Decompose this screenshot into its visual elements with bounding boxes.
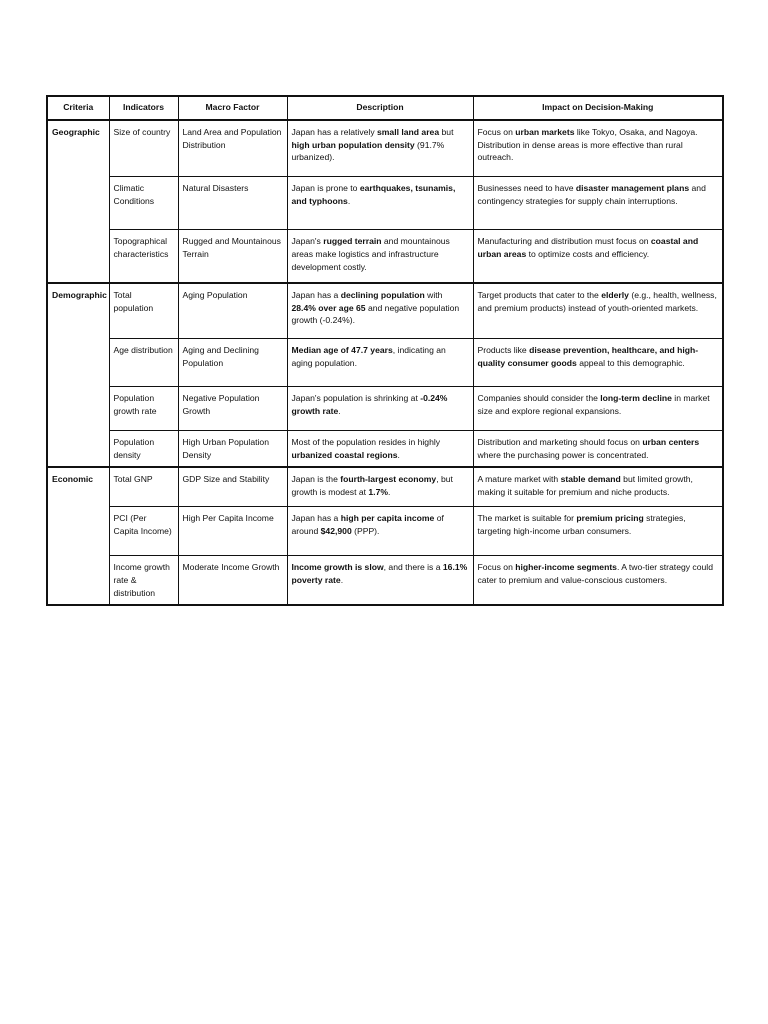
- table-row: [47, 120, 723, 177]
- text-run: Products like: [477, 345, 530, 356]
- text-run: of around: [291, 513, 444, 537]
- text-run: .: [397, 450, 400, 461]
- text-run: Japan's population is shrinking at: [291, 393, 421, 404]
- bold-text: urban centers: [642, 437, 700, 448]
- text-run: but limited growth, making it suitable for premium and niche products.: [477, 473, 693, 497]
- bold-text: urban markets: [515, 126, 575, 137]
- impact-cell: [473, 387, 723, 431]
- text-run: Most of the population resides in highly: [291, 437, 441, 448]
- indicator-cell: Age distribution: [109, 339, 178, 387]
- description-cell: [287, 230, 473, 283]
- impact-cell: [473, 556, 723, 605]
- bold-text: fourth-largest economy: [340, 473, 437, 484]
- description-cell: [287, 467, 473, 507]
- text-run: Japan has a: [291, 513, 341, 524]
- header-macro-factor: Macro Factor: [178, 96, 287, 120]
- macro-factor-cell: GDP Size and Stability: [178, 467, 287, 507]
- bold-text: 28.4% over age 65: [291, 302, 366, 313]
- indicator-cell: Size of country: [109, 120, 178, 177]
- bold-text: disease prevention, healthcare, and high-quality consumer goods: [477, 345, 699, 369]
- impact-cell: [473, 230, 723, 283]
- text-run: The market is suitable for: [477, 513, 577, 524]
- text-run: .: [388, 486, 391, 497]
- text-run: appeal to this demographic.: [576, 358, 685, 369]
- document-page: [46, 95, 724, 606]
- text-run: Manufacturing and distribution must focus on: [477, 236, 651, 247]
- header-description: Description: [287, 96, 473, 120]
- impact-cell: [473, 507, 723, 556]
- bold-text: -0.24% growth rate: [291, 393, 448, 417]
- bold-text: premium pricing: [576, 513, 644, 524]
- header-criteria: Criteria: [47, 96, 109, 120]
- description-cell: [287, 387, 473, 431]
- indicator-cell: Total GNP: [109, 467, 178, 507]
- text-run: , but growth is modest at: [291, 473, 453, 497]
- table-row: [47, 507, 723, 556]
- text-run: and contingency strategies for supply chain interruptions.: [477, 183, 706, 207]
- indicator-cell: Climatic Conditions: [109, 177, 178, 230]
- table-row: [47, 230, 723, 283]
- text-run: Target products that cater to the: [477, 289, 602, 300]
- bold-text: urbanized coastal regions: [291, 450, 398, 461]
- text-run: (PPP).: [351, 526, 380, 537]
- text-run: strategies, targeting high-income urban consumers.: [477, 513, 686, 537]
- indicator-cell: Income growth rate & distribution: [109, 556, 178, 605]
- bold-text: Median age of 47.7 years: [291, 345, 393, 356]
- text-run: Japan's: [291, 236, 324, 247]
- text-run: Japan has a relatively: [291, 126, 378, 137]
- table-row: [47, 387, 723, 431]
- macro-factor-cell: Natural Disasters: [178, 177, 287, 230]
- macro-factor-cell: High Urban Population Density: [178, 431, 287, 467]
- bold-text: coastal and urban areas: [477, 236, 699, 260]
- table-row: [47, 339, 723, 387]
- bold-text: 1.7%: [368, 486, 388, 497]
- text-run: , and there is a: [383, 562, 443, 573]
- macro-factor-cell: Aging and Declining Population: [178, 339, 287, 387]
- text-run: Focus on: [477, 126, 516, 137]
- text-run: , indicating an aging population.: [291, 345, 446, 369]
- text-run: . A two-tier strategy could cater to premium and value-conscious customers.: [477, 562, 713, 586]
- bold-text: declining population: [340, 289, 425, 300]
- impact-cell: [473, 339, 723, 387]
- macro-factor-cell: Land Area and Population Distribution: [178, 120, 287, 177]
- impact-cell: [473, 177, 723, 230]
- impact-cell: [473, 467, 723, 507]
- impact-cell: [473, 120, 723, 177]
- text-run: (e.g., health, wellness, and premium products) instead of youth-oriented markets.: [477, 289, 717, 313]
- description-cell: [287, 507, 473, 556]
- text-run: Distribution and marketing should focus on: [477, 437, 643, 448]
- macro-factor-cell: Negative Population Growth: [178, 387, 287, 431]
- text-run: Japan is prone to: [291, 183, 360, 194]
- bold-text: small land area: [377, 126, 440, 137]
- bold-text: high urban population density: [291, 139, 415, 150]
- text-run: Focus on: [477, 562, 516, 573]
- bold-text: earthquakes, tsunamis, and typhoons: [291, 183, 456, 207]
- impact-cell: [473, 431, 723, 467]
- text-run: Japan has a: [291, 289, 341, 300]
- table-row: [47, 467, 723, 507]
- header-impact: Impact on Decision-Making: [473, 96, 723, 120]
- macro-factor-cell: High Per Capita Income: [178, 507, 287, 556]
- indicator-cell: Population density: [109, 431, 178, 467]
- bold-text: high per capita income: [340, 513, 435, 524]
- description-cell: [287, 556, 473, 605]
- description-cell: [287, 283, 473, 339]
- bold-text: 16.1% poverty rate: [291, 562, 468, 586]
- table-row: [47, 177, 723, 230]
- text-run: but: [439, 126, 454, 137]
- bold-text: stable demand: [560, 473, 621, 484]
- table-row: [47, 556, 723, 605]
- indicator-cell: Topographical characteristics: [109, 230, 178, 283]
- bold-text: $42,900: [320, 526, 352, 537]
- description-cell: [287, 177, 473, 230]
- bold-text: disaster management plans: [575, 183, 690, 194]
- description-cell: [287, 431, 473, 467]
- indicator-cell: Population growth rate: [109, 387, 178, 431]
- impact-cell: [473, 283, 723, 339]
- table-row: [47, 431, 723, 467]
- table-header-row: [47, 96, 723, 120]
- criteria-cell: Geographic: [47, 120, 109, 283]
- header-indicators: Indicators: [109, 96, 178, 120]
- indicator-cell: PCI (Per Capita Income): [109, 507, 178, 556]
- bold-text: long-term decline: [600, 393, 672, 404]
- text-run: .: [347, 196, 351, 207]
- text-run: and negative population growth (-0.24%).: [291, 302, 460, 326]
- bold-text: Income growth is slow: [291, 562, 384, 573]
- text-run: in market size and explore regional expansions.: [477, 393, 710, 417]
- text-run: .: [340, 575, 344, 586]
- macro-environment-table: [46, 95, 724, 606]
- text-run: to optimize costs and efficiency.: [526, 249, 650, 260]
- indicator-cell: Total population: [109, 283, 178, 339]
- text-run: where the purchasing power is concentrated.: [477, 450, 649, 461]
- table-row: [47, 283, 723, 339]
- bold-text: higher-income segments: [515, 562, 617, 573]
- text-run: .: [338, 406, 341, 417]
- criteria-cell: Demographic: [47, 283, 109, 467]
- bold-text: elderly: [601, 289, 629, 300]
- criteria-cell: Economic: [47, 467, 109, 605]
- text-run: Japan is the: [291, 473, 341, 484]
- text-run: and mountainous areas make logistics and infrastructure development costly.: [291, 236, 450, 272]
- text-run: like Tokyo, Osaka, and Nagoya. Distribution in dense areas is more effective than rural outreach.: [477, 126, 698, 163]
- text-run: Companies should consider the: [477, 393, 601, 404]
- description-cell: [287, 120, 473, 177]
- text-run: Businesses need to have: [477, 183, 576, 194]
- bold-text: rugged terrain: [323, 236, 382, 247]
- macro-factor-cell: Rugged and Mountainous Terrain: [178, 230, 287, 283]
- text-run: with: [424, 289, 443, 300]
- macro-factor-cell: Aging Population: [178, 283, 287, 339]
- macro-factor-cell: Moderate Income Growth: [178, 556, 287, 605]
- text-run: A mature market with: [477, 473, 561, 484]
- text-run: (91.7% urbanized).: [291, 139, 445, 163]
- description-cell: [287, 339, 473, 387]
